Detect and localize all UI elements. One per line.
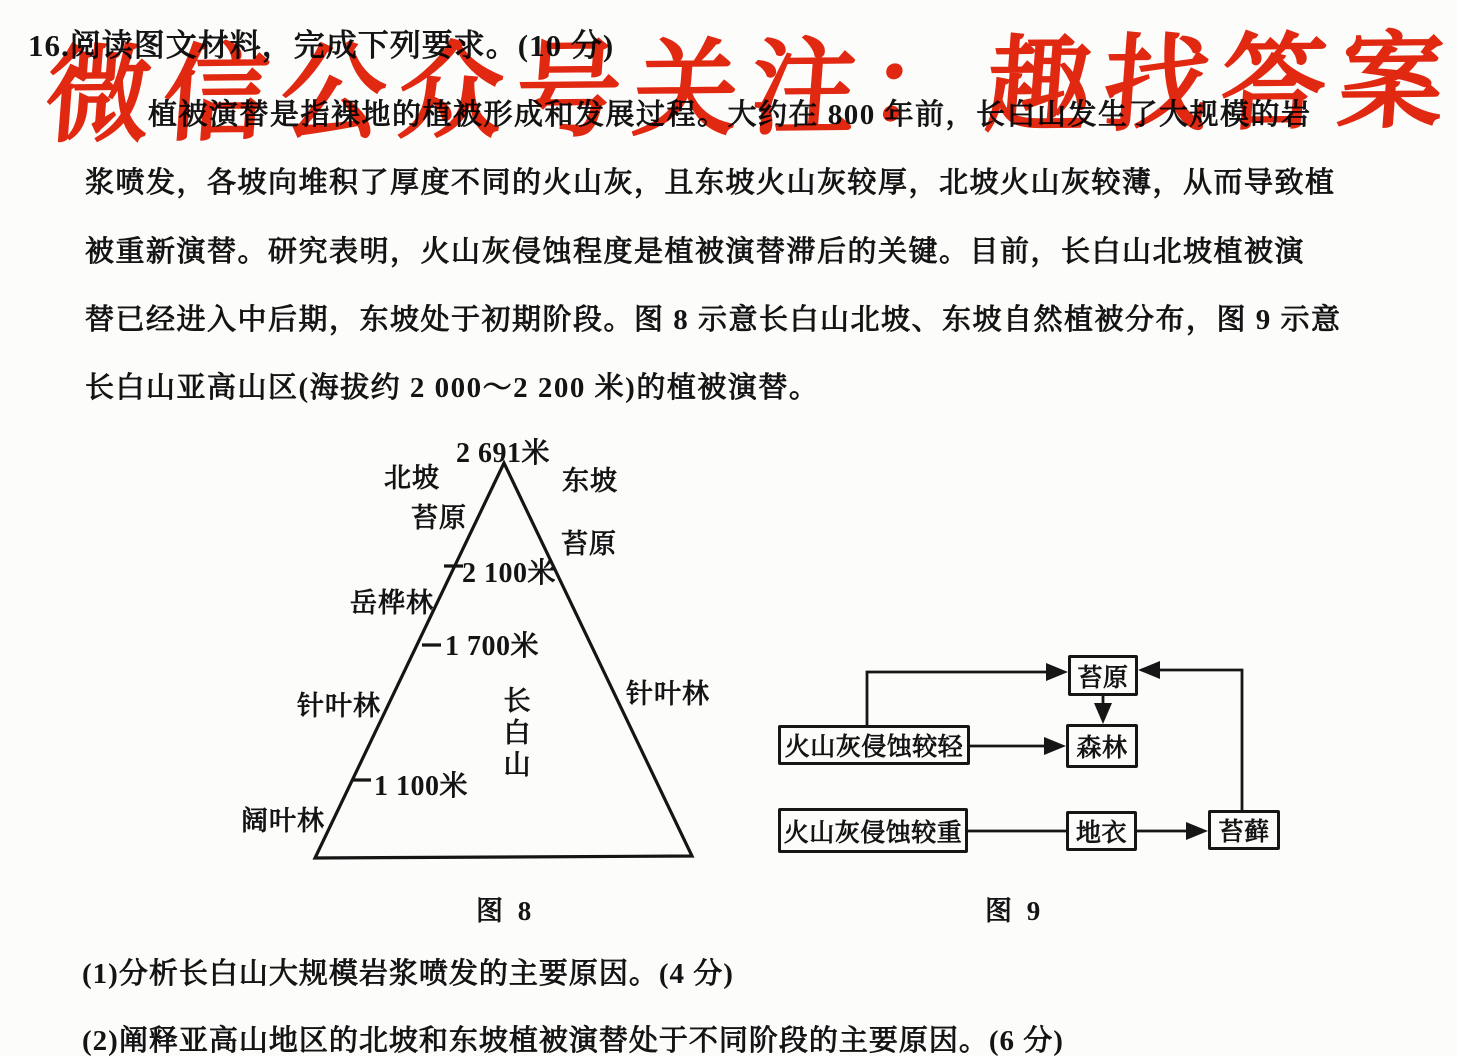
watermark-char: 找 <box>1099 22 1214 146</box>
fig8-tundra-left-label: 苔原 <box>411 503 467 533</box>
paragraph-line-1: 植被演替是指裸地的植被形成和发展过程。大约在 800 年前，长白山发生了大规模的岩 <box>148 99 1312 131</box>
fig8-broadleaf-label: 阔叶林 <box>241 806 325 836</box>
watermark-char: 答 <box>1216 21 1332 145</box>
fig8-birch-forest-label: 岳桦林 <box>350 588 434 618</box>
paragraph-line-2: 浆喷发，各坡向堆积了厚度不同的火山灰，且东坡火山灰较厚，北坡火山灰较薄，从而导致植 <box>85 167 1336 199</box>
fig9-node-tundra: 苔原 <box>1068 655 1138 696</box>
fig9-caption: 图 9 <box>985 896 1045 926</box>
fig9-node-moss: 苔藓 <box>1208 810 1280 850</box>
watermark-char: 众 <box>393 29 509 154</box>
watermark-char: ： <box>864 25 979 149</box>
watermark-char: 号 <box>511 28 626 152</box>
watermark-char: 微 <box>41 33 156 157</box>
fig8-north-slope-label: 北坡 <box>384 463 440 493</box>
fig8-conifer-left-label: 针叶林 <box>297 691 381 721</box>
fig8-east-slope-label: 东坡 <box>562 466 618 496</box>
arrow-into-tundra-left <box>1046 663 1068 681</box>
fig9-node-forest: 森林 <box>1066 724 1138 768</box>
paragraph-line-3: 被重新演替。研究表明，火山灰侵蚀程度是植被演替滞后的关键。目前，长白山北坡植被演 <box>85 236 1306 268</box>
fig8-elevation-2100: 2 100米 <box>462 558 557 589</box>
fig8-tundra-right-label: 苔原 <box>561 529 617 559</box>
question-title: 16.阅读图文材料，完成下列要求。(10 分) <box>28 28 615 63</box>
arrow-into-forest-left <box>1044 737 1066 755</box>
watermark-char: 注 <box>746 26 861 150</box>
sub-question-2: (2)阐释亚高山地区的北坡和东坡植被演替处于不同阶段的主要原因。(6 分) <box>82 1025 1064 1056</box>
arrow-into-moss <box>1186 822 1208 840</box>
fig8-elevation-1100: 1 100米 <box>374 771 469 802</box>
watermark-char: 案 <box>1334 20 1449 144</box>
fig8-peak-elevation: 2 691米 <box>456 438 551 469</box>
arrow-into-tundra-right <box>1138 661 1160 679</box>
paragraph-line-5: 长白山亚高山区(海拔约 2 000～2 200 米)的植被演替。 <box>85 372 820 404</box>
arrow-into-forest-top <box>1094 703 1112 724</box>
sub-question-1: (1)分析长白山大规模岩浆喷发的主要原因。(4 分) <box>82 958 734 990</box>
fig9-node-ash-heavy: 火山灰侵蚀较重 <box>778 808 968 853</box>
paragraph-line-4: 替已经进入中后期，东坡处于初期阶段。图 8 示意长白山北坡、东坡自然植被分布，图 9 示意 <box>85 304 1342 336</box>
watermark-char: 公 <box>276 31 391 155</box>
fig8-mountain-name: 长白山 <box>503 686 531 780</box>
watermark-char: 趣 <box>981 23 1096 148</box>
fig9-node-lichen: 地衣 <box>1066 811 1137 851</box>
fig8-caption: 图 8 <box>476 896 536 926</box>
fig8-conifer-right-label: 针叶林 <box>626 679 710 709</box>
fig8-elevation-1700: 1 700米 <box>445 631 540 662</box>
watermark-char: 关 <box>629 27 744 151</box>
watermark-char: 信 <box>158 32 274 156</box>
fig9-node-ash-light: 火山灰侵蚀较轻 <box>778 725 970 765</box>
